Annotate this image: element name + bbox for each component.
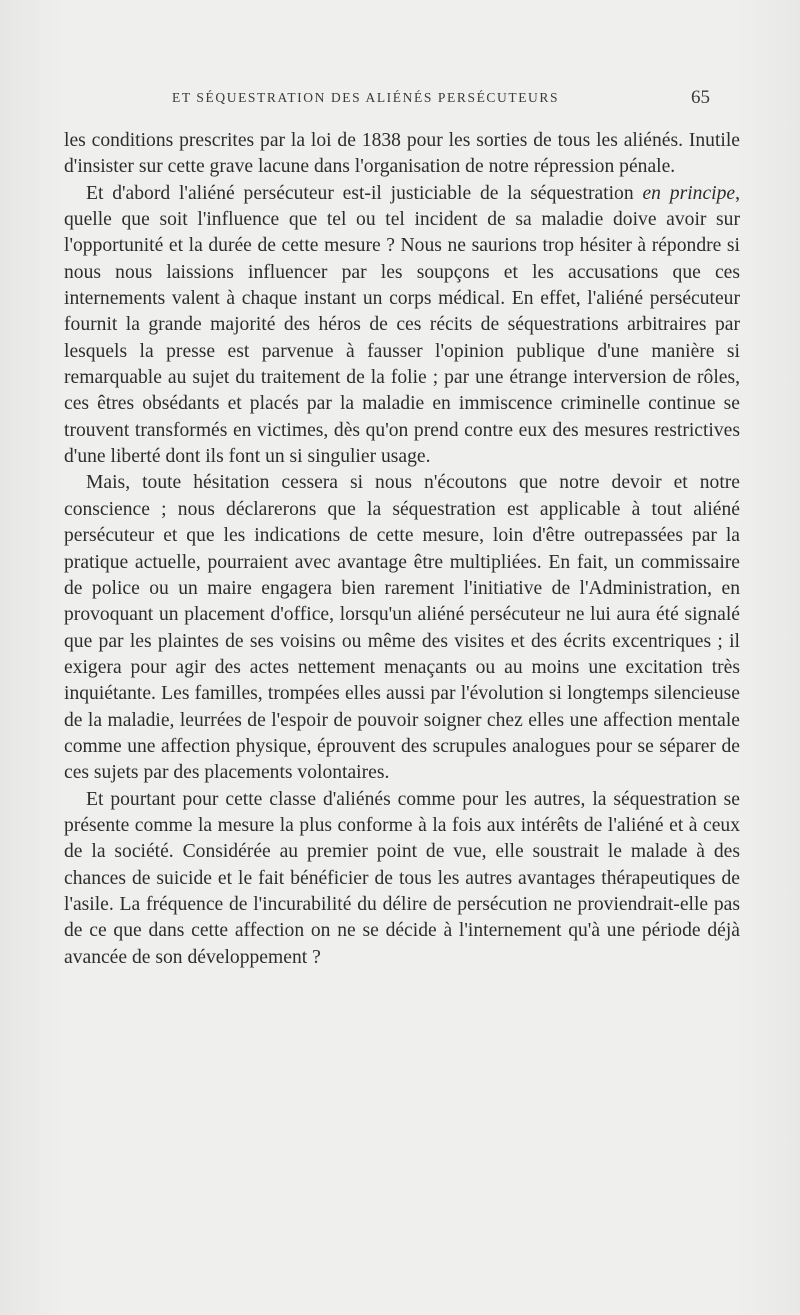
- italic-emphasis: en principe: [642, 182, 736, 204]
- running-header: [0, 87, 800, 114]
- running-title: ET SÉQUESTRATION DES ALIÉNÉS PERSÉCUTEURS: [172, 90, 560, 105]
- paragraph-continuation: [64, 128, 740, 181]
- paragraph-text: , quelle que soit l'influence que tel ou tel incident de sa maladie doive avoir sur l'opportunité et la durée de cette mesure ? Nous ne saurions trop hésiter à répondre si nous nous laissions influencer par les soupçons et les accusations que ces internements valent à chaque instant un corps médical. En effet, l'aliéné persécuteur fournit la grande majorité des héros de ces récits de séquestrations arbitraires par lesquels la presse est parvenue à fausser l'opinion publique d'une manière si remarquable au sujet du traitement de la folie ; par une étrange interversion de rôles, ces êtres obsédants et placés par la maladie en immiscence criminelle continue se trouvent transformés en victimes, dès qu'on prend contre eux des mesures restrictives d'une liberté dont ils font un si singulier usage.: [64, 182, 740, 468]
- paragraph-text: Et d'abord l'aliéné persécuteur est-il justiciable de la séquestration: [86, 182, 643, 204]
- paragraph: [64, 787, 740, 971]
- body-text: [64, 128, 740, 971]
- paragraph: [64, 181, 740, 471]
- paragraph-text: les conditions prescrites par la loi de 1838 pour les sorties de tous les aliénés. Inutile d'insister sur cette grave lacune dans l'organisation de notre répression pénale.: [64, 130, 740, 178]
- paragraph-text: Mais, toute hésitation cessera si nous n'écoutons que notre devoir et notre conscience ; nous déclarerons que la séquestration est applicable à tout aliéné persécuteur et que les indications de cette mesure, loin d'être outrepassées par la pratique actuelle, pourraient avec avantage être multipliées. En fait, un commissaire de police ou un maire engagera bien rarement l'initiative de l'Administration, en provoquant un placement d'office, lorsqu'un aliéné persécuteur ne lui aura été signalé que par les plaintes de ses voisins ou même des visites et des écrits excentriques ; il exigera pour agir des actes nettement menaçants ou au moins une excitation très inquiétante. Les familles, trompées elles aussi par l'évolution si longtemps silencieuse de la maladie, leurrées de l'espoir de pouvoir soigner chez elles une affection mentale comme une affection physique, éprouvent des scrupules analogues pour se séparer de ces sujets par des placements volontaires.: [64, 472, 740, 784]
- page-number: 65: [691, 87, 710, 108]
- paragraph-text: Et pourtant pour cette classe d'aliénés comme pour les autres, la séquestration se présente comme la mesure la plus conforme à la fois aux intérêts de l'aliéné et à ceux de la société. Considérée au premier point de vue, elle soustrait le malade à des chances de suicide et le fait bénéficier de tous les autres avantages thérapeutiques de l'asile. La fréquence de l'incurabilité du délire de persécution ne proviendrait-elle pas de ce que dans cette affection on ne se décide à l'internement qu'à une période déjà avancée de son développement ?: [64, 788, 740, 968]
- paragraph: [64, 470, 740, 786]
